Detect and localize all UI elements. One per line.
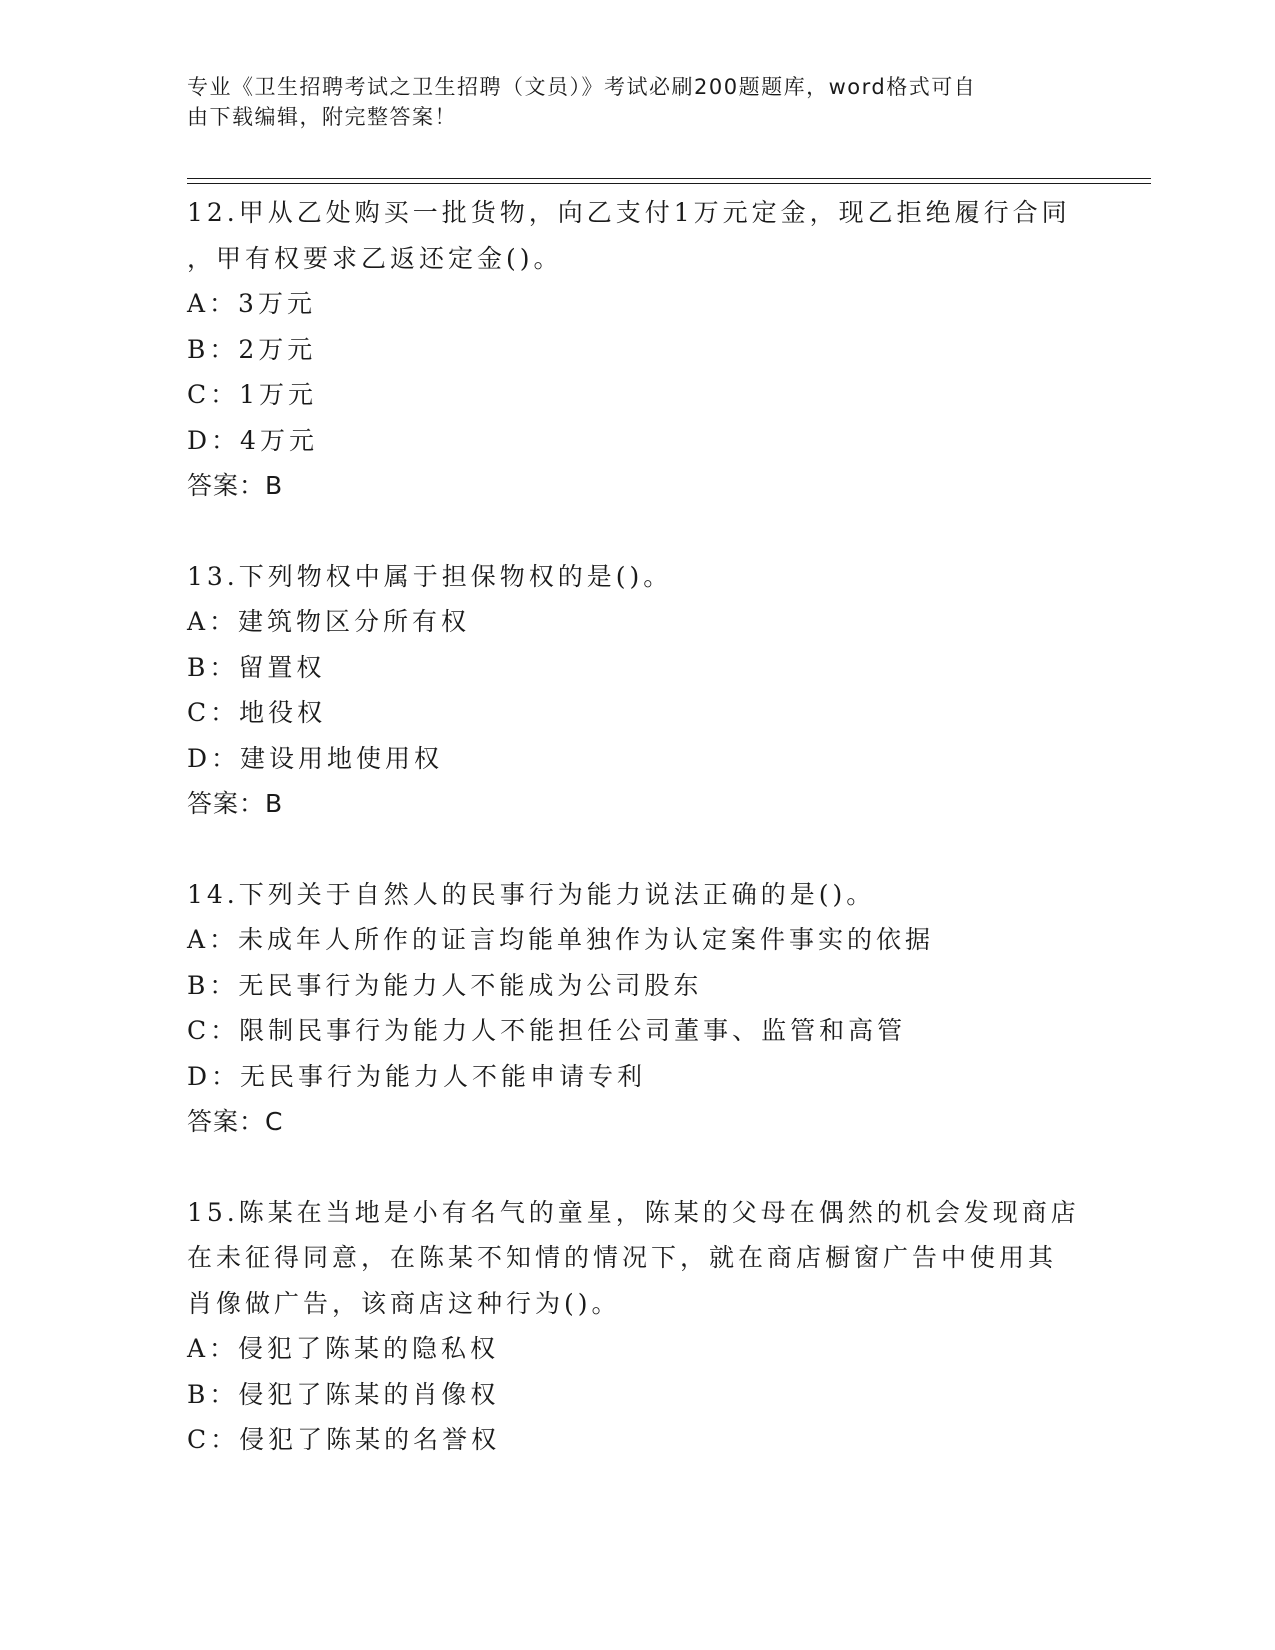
option-c: C：限制民事行为能力人不能担任公司董事、监管和高管 — [187, 1016, 907, 1045]
question-13 — [187, 554, 1087, 827]
answer-label: 答案：C — [187, 1107, 284, 1136]
option-b: B：留置权 — [187, 652, 326, 682]
question-text-line: 13.下列物权中属于担保物权的是()。 — [187, 561, 673, 591]
option-b: B：2万元 — [187, 334, 317, 364]
question-text-line: 15.陈某在当地是小有名气的童星，陈某的父母在偶然的机会发现商店 — [187, 1197, 1080, 1227]
question-text-line: 肖像做广告，该商店这种行为()。 — [187, 1288, 621, 1318]
option-a: A：侵犯了陈某的隐私权 — [187, 1334, 500, 1363]
option-a: A：3万元 — [187, 289, 316, 318]
option-d: D：4万元 — [187, 425, 318, 455]
header-line-2: 由下载编辑，附完整答案！ — [187, 105, 457, 129]
question-12 — [187, 190, 1087, 509]
document-header — [187, 72, 1067, 132]
option-c: C：地役权 — [187, 698, 327, 727]
option-b: B：侵犯了陈某的肖像权 — [187, 1379, 500, 1409]
header-line-1: 专业《卫生招聘考试之卫生招聘（文员）》考试必刷200题题库，word格式可自 — [187, 75, 977, 99]
option-a: A：建筑物区分所有权 — [187, 607, 471, 636]
question-text-line: ，甲有权要求乙返还定金()。 — [187, 243, 563, 273]
question-spacer — [187, 509, 1087, 554]
question-list — [187, 190, 1087, 1463]
option-a: A：未成年人所作的证言均能单独作为认定案件事实的依据 — [187, 925, 935, 954]
question-text-line: 14.下列关于自然人的民事行为能力说法正确的是()。 — [187, 879, 876, 909]
option-b: B：无民事行为能力人不能成为公司股东 — [187, 970, 703, 1000]
option-c: C：1万元 — [187, 380, 318, 409]
question-spacer — [187, 827, 1087, 872]
header-divider-top — [187, 178, 1151, 179]
question-text-line: 在未征得同意，在陈某不知情的情况下，就在商店橱窗广告中使用其 — [187, 1243, 1058, 1272]
header-divider-bottom — [187, 183, 1151, 184]
question-14 — [187, 872, 1087, 1145]
option-c: C：侵犯了陈某的名誉权 — [187, 1425, 501, 1454]
answer-label: 答案：B — [187, 789, 284, 818]
option-d: D：无民事行为能力人不能申请专利 — [187, 1061, 647, 1091]
answer-label: 答案：B — [187, 471, 284, 500]
option-d: D：建设用地使用权 — [187, 743, 444, 773]
question-text-line: 12.甲从乙处购买一批货物，向乙支付1万元定金，现乙拒绝履行合同 — [187, 198, 1071, 227]
question-15 — [187, 1190, 1087, 1463]
question-spacer — [187, 1145, 1087, 1190]
